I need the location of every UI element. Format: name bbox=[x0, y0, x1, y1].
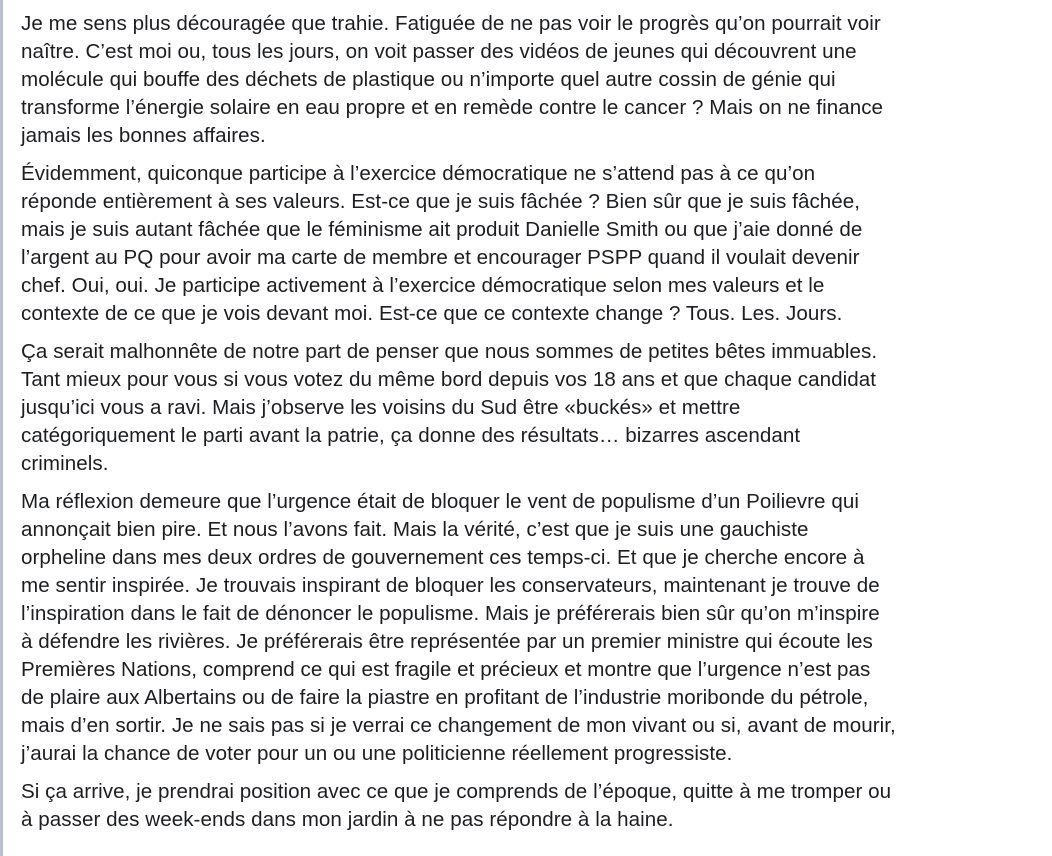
text-line: réponde entièrement à ses valeurs. Est-ce que je suis fâchée ? Bien sûr que je suis fâchée, bbox=[21, 190, 861, 213]
text-line: molécule qui bouffe des déchets de plastique ou n’importe quel autre cossin de génie qui bbox=[21, 68, 836, 91]
paragraph-3 bbox=[21, 338, 1047, 478]
text-line: naître. C’est moi ou, tous les jours, on voit passer des vidéos de jeunes qui découvrent une bbox=[21, 40, 857, 63]
text-line: mais d’en sortir. Je ne sais pas si je verrai ce changement de mon vivant ou si, avant de mourir, bbox=[21, 714, 896, 737]
text-line: mais je suis autant fâchée que le féminisme ait produit Danielle Smith ou que j’aie donné de bbox=[21, 218, 863, 241]
text-line: catégoriquement le parti avant la patrie, ça donne des résultats… bizarres ascendant bbox=[21, 424, 801, 447]
text-line: jusqu’ici vous a ravi. Mais j’observe les voisins du Sud être «buckés» et mettre bbox=[21, 396, 741, 419]
text-line: Si ça arrive, je prendrai position avec ce que je comprends de l’époque, quitte à me tromper ou bbox=[21, 780, 892, 803]
text-line: annonçait bien pire. Et nous l’avons fait. Mais la vérité, c’est que je suis une gauchiste bbox=[21, 518, 809, 541]
paragraph-1 bbox=[21, 10, 1047, 150]
paragraph-2 bbox=[21, 160, 1047, 328]
text-line: j’aurai la chance de voter pour un ou une politicienne réellement progressiste. bbox=[21, 742, 733, 765]
text-line: jamais les bonnes affaires. bbox=[21, 124, 266, 147]
text-line: à défendre les rivières. Je préférerais être représentée par un premier ministre qui écoute les bbox=[21, 630, 873, 653]
text-line: Ma réflexion demeure que l’urgence était de bloquer le vent de populisme d’un Poilievre qui bbox=[21, 490, 859, 513]
text-line: Tant mieux pour vous si vous votez du même bord depuis vos 18 ans et que chaque candidat bbox=[21, 368, 876, 391]
text-line: chef. Oui, oui. Je participe activement à l’exercice démocratique selon mes valeurs et le bbox=[21, 274, 825, 297]
text-line: de plaire aux Albertains ou de faire la piastre en profitant de l’industrie moribonde du pétrole, bbox=[21, 686, 869, 709]
text-line: Je me sens plus découragée que trahie. Fatiguée de ne pas voir le progrès qu’on pourrait voir bbox=[21, 12, 881, 35]
text-line: Évidemment, quiconque participe à l’exercice démocratique ne s’attend pas à ce qu’on bbox=[21, 162, 816, 185]
text-line: contexte de ce que je vois devant moi. Est-ce que ce contexte change ? Tous. Les. Jours. bbox=[21, 302, 843, 325]
text-line: criminels. bbox=[21, 452, 109, 475]
paragraph-5 bbox=[21, 778, 1047, 834]
text-line: transforme l’énergie solaire en eau propre et en remède contre le cancer ? Mais on ne finance bbox=[21, 96, 884, 119]
text-line: Ça serait malhonnête de notre part de penser que nous sommes de petites bêtes immuables. bbox=[21, 340, 878, 363]
text-line: l’argent au PQ pour avoir ma carte de membre et encourager PSPP quand il voulait devenir bbox=[21, 246, 860, 269]
text-line: orpheline dans mes deux ordres de gouvernement ces temps-ci. Et que je cherche encore à bbox=[21, 546, 865, 569]
text-line: à passer des week-ends dans mon jardin à ne pas répondre à la haine. bbox=[21, 808, 674, 831]
left-edge-strip bbox=[0, 0, 3, 856]
text-line: l’inspiration dans le fait de dénoncer le populisme. Mais je préférerais bien sûr qu’on m’inspire bbox=[21, 602, 880, 625]
paragraph-4 bbox=[21, 488, 1047, 768]
post-body bbox=[21, 10, 1047, 844]
text-line: me sentir inspirée. Je trouvais inspirant de bloquer les conservateurs, maintenant je trouve de bbox=[21, 574, 880, 597]
text-line: Premières Nations, comprend ce qui est fragile et précieux et montre que l’urgence n’est pas bbox=[21, 658, 871, 681]
